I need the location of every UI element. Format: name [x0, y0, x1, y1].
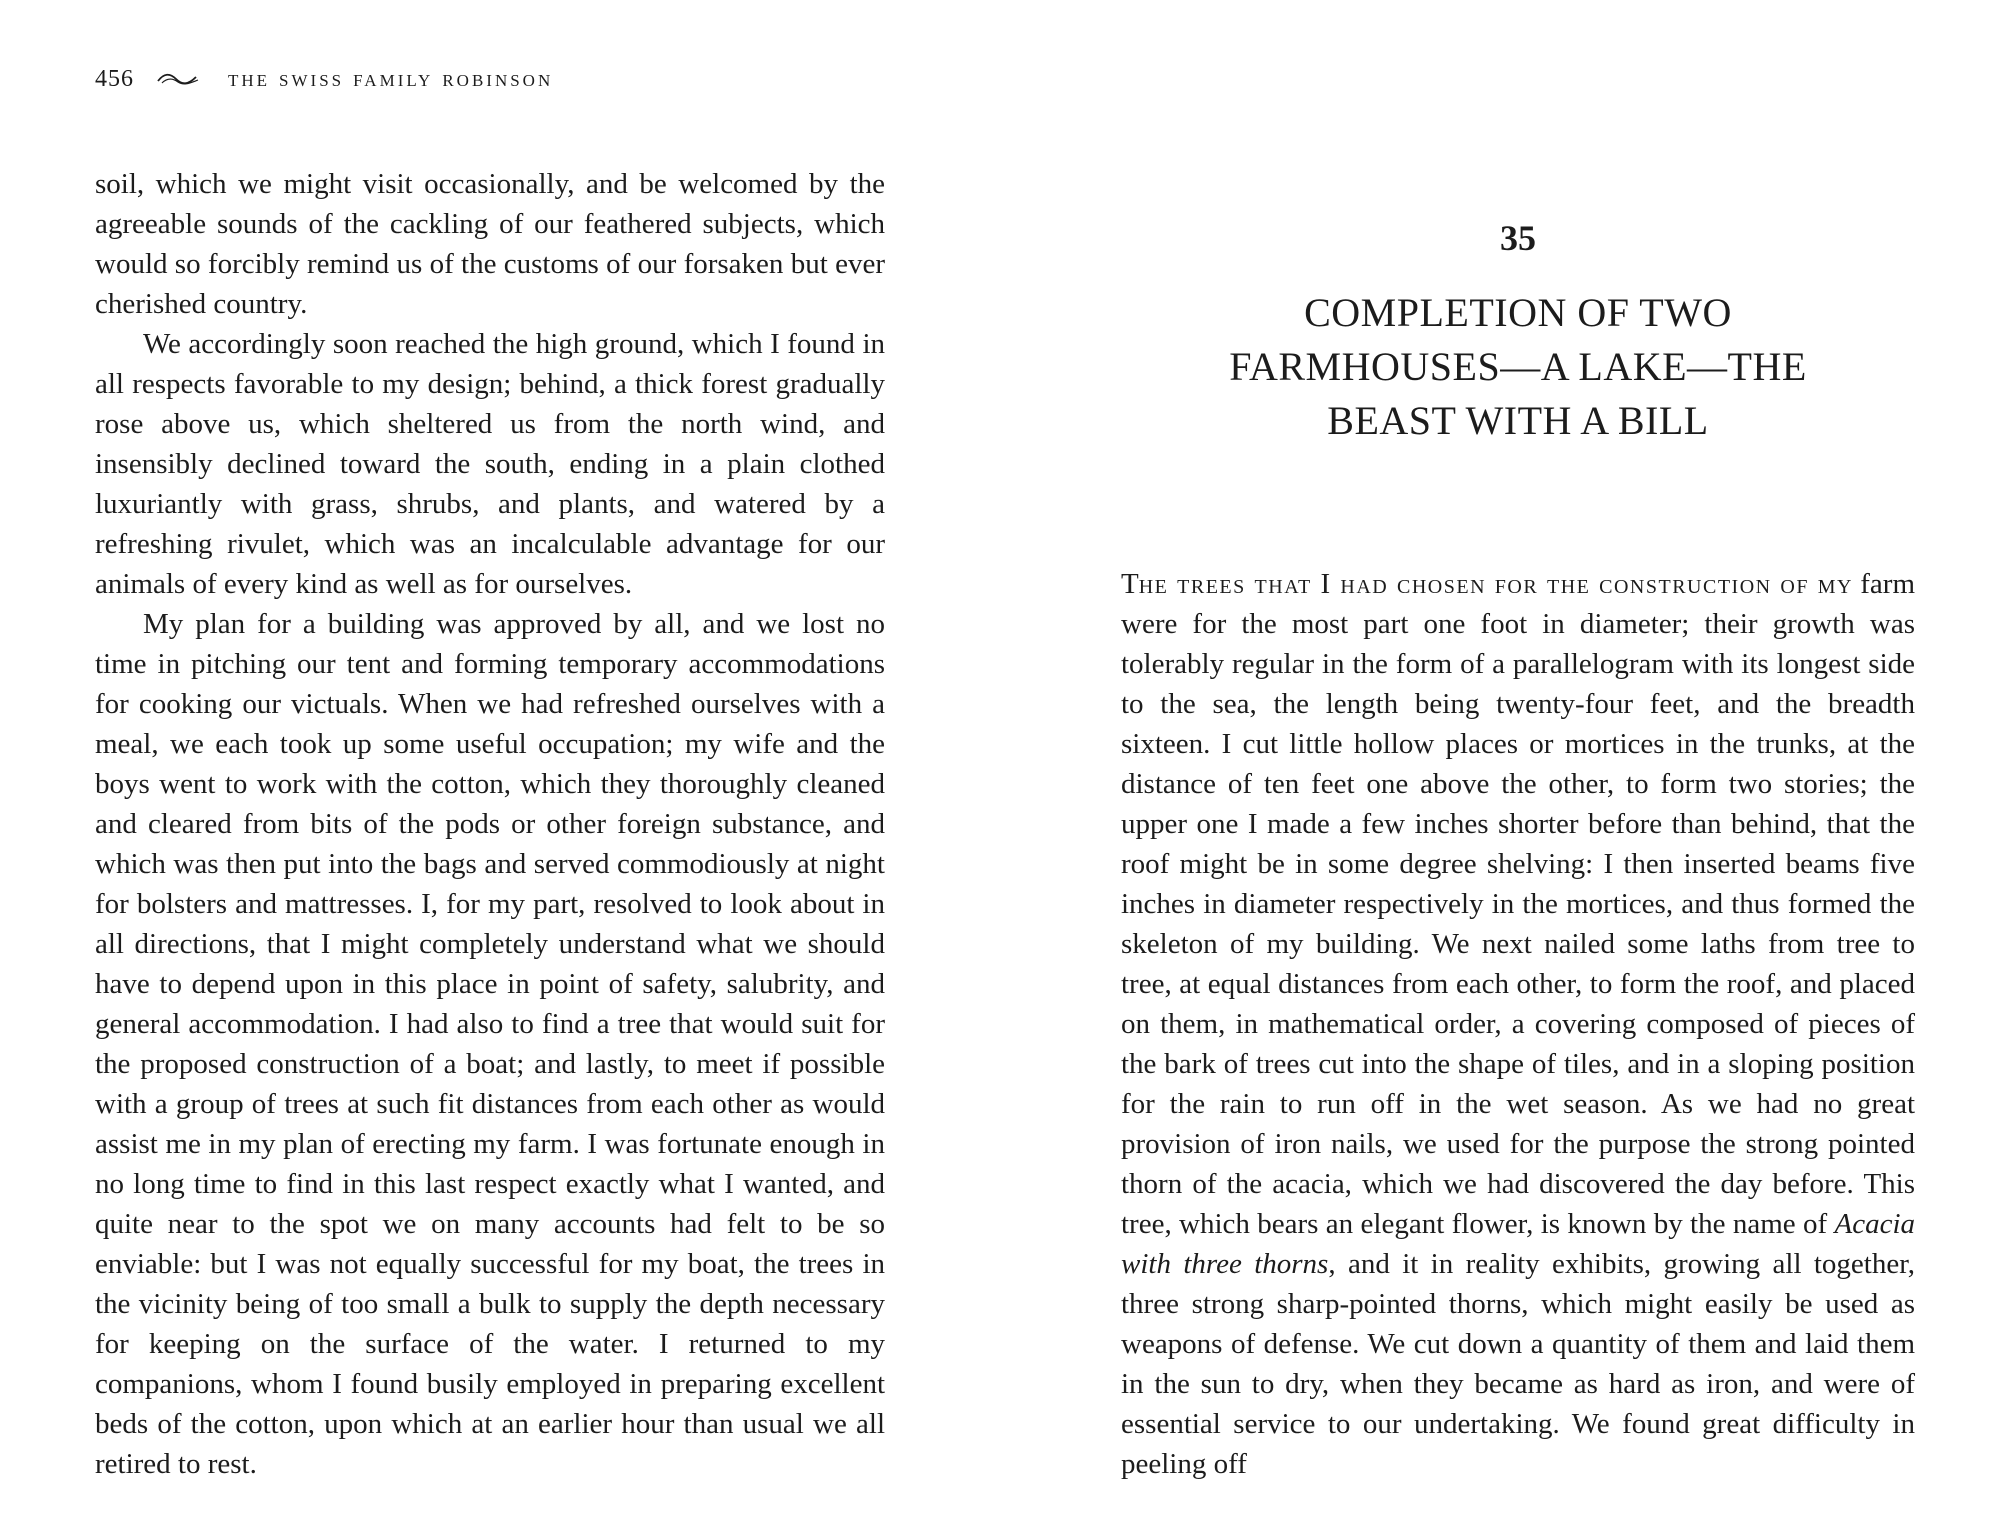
paragraph: My plan for a building was approved by all, and we lost no time in pitching our tent and forming temporary accommodations for cooking our victuals. When we had refreshed ourselves with a meal, we each took up some useful occupation; my wife and the boys went to work with the cotton, which they thoroughly cleaned and cleared from bits of the pods or other foreign substance, and which was then put into the bags and served commodiously at night for bolsters and mattresses. I, for my part, resolved to look about in all directions, that I might completely understand what we should have to depend upon in this place in point of safety, salubrity, and general accommodation. I had also to find a tree that would suit for the proposed construction of a boat; and lastly, to meet if possible with a group of trees at such fit distances from each other as would assist me in my plan of erecting my farm. I was fortunate enough in no long time to find in this last respect exactly what I wanted, and quite near to the spot we on many accounts had felt to be so enviable: but I was not equally successful for my boat, the trees in the vicinity being of too small a bulk to supply the depth necessary for keeping on the surface of the water. I returned to my companions, whom I found busily employed in preparing excellent beds of the cotton, upon which at an earlier hour than usual we all retired to rest. — [95, 608, 885, 1480]
running-title: the swiss family robinson — [228, 66, 554, 92]
body-text: , and it in reality exhibits, growing all together, three strong sharp-pointed thorns, which might easily be used as weapons of defense. We cut down a quantity of them and laid them in the sun to dry, when they became as hard as iron, and were of essential service to our undertaking. We found great difficulty in peeling off — [1121, 1248, 1915, 1480]
left-body-text — [95, 164, 885, 1484]
paragraph: soil, which we might visit occasionally, and be welcomed by the agreeable sounds of the cackling of our feathered subjects, which would so forcibly remind us of the customs of our forsaken but ever cherished country. — [95, 168, 885, 320]
chapter-title-line: BEAST WITH A BILL — [1327, 398, 1709, 443]
chapter-number: 35 — [1500, 218, 1536, 258]
chapter-title-line: COMPLETION OF TWO — [1304, 290, 1732, 335]
chapter-title — [1121, 286, 1915, 448]
paragraph — [1121, 564, 1915, 1484]
lead-in-capital: T — [1121, 568, 1139, 600]
running-head — [95, 66, 553, 93]
right-body-text — [1121, 564, 1915, 1484]
lead-in-small-caps: he trees that I had chosen for the construction of my — [1138, 568, 1853, 600]
swash-ornament-icon — [156, 71, 200, 89]
chapter-title-line: FARMHOUSES—A LAKE—THE — [1229, 344, 1807, 389]
paragraph: We accordingly soon reached the high ground, which I found in all respects favorable to my design; behind, a thick forest gradually rose above us, which sheltered us from the north wind, and insensibly declined toward the south, ending in a plain clothed luxuriantly with grass, shrubs, and plants, and watered by a refreshing rivulet, which was an incalculable advantage for our animals of every kind as well as for ourselves. — [95, 328, 885, 600]
body-text: farm were for the most part one foot in diameter; their growth was tolerably regular in the form of a parallelogram with its longest side to the sea, the length being twenty-four feet, and the breadth sixteen. I cut little hollow places or mortices in the trunks, at the distance of ten feet one above the other, to form two stories; the upper one I made a few inches shorter before than behind, that the roof might be in some degree shelving: I then inserted beams five inches in diameter respectively in the mortices, and thus formed the skeleton of my building. We next nailed some laths from tree to tree, at equal distances from each other, to form the roof, and placed on them, in mathematical order, a covering composed of pieces of the bark of trees cut into the shape of tiles, and in a sloping position for the rain to run off in the wet season. As we had no great provision of iron nails, we used for the purpose the strong pointed thorn of the acacia, which we had discovered the day before. This tree, which bears an elegant flower, is known by the name of — [1121, 568, 1915, 1240]
italic-species-name: Acacia with three thorns — [1121, 1208, 1915, 1280]
page-number: 456 — [95, 66, 134, 92]
